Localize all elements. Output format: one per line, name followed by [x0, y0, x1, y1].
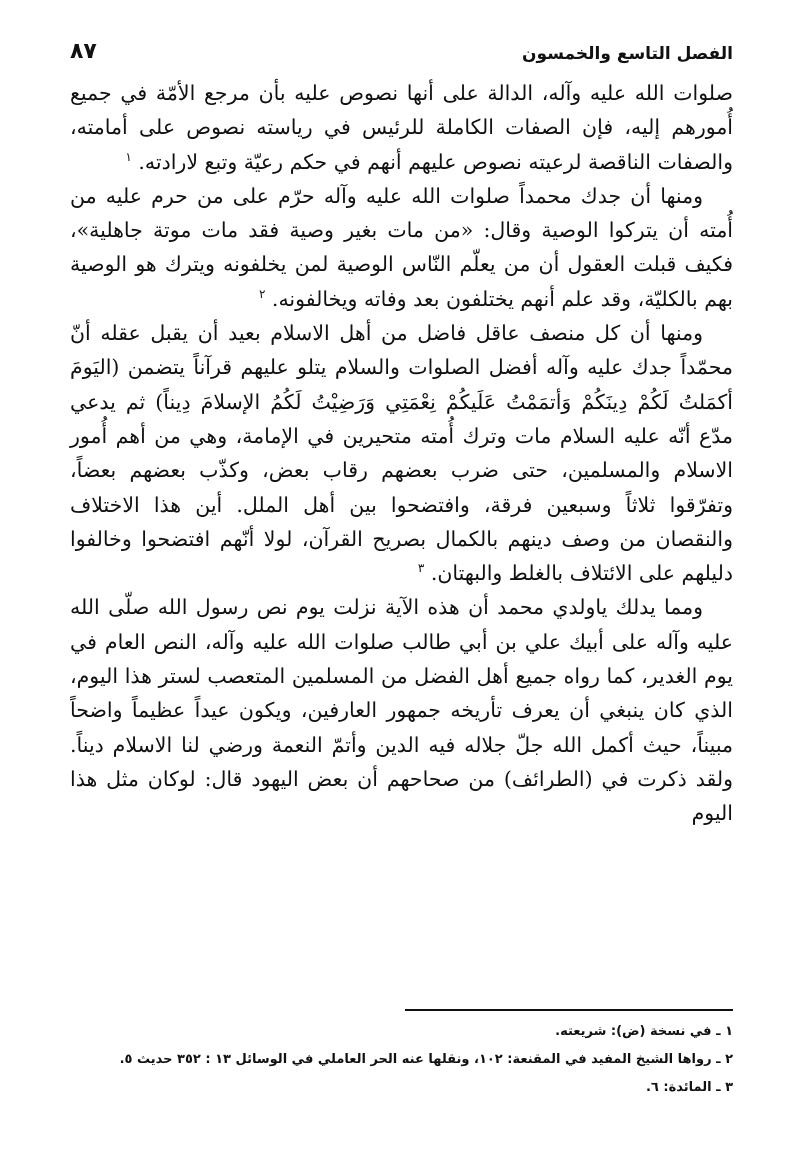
running-head: الفصل التاسع والخمسون [522, 44, 733, 64]
footnotes [70, 1018, 733, 1102]
footnote-2: ٢ ـ رواها الشيخ المفيد في المقنعة: ١٠٢، ونقلها عنه الحر العاملي في الوسائل ١٣ : ٣٥٢ حديث ٥. [119, 1052, 733, 1067]
paragraph-1 [70, 76, 733, 179]
footnote-1: ١ ـ في نسخة (ض): شريعته. [555, 1024, 733, 1039]
paragraph-3-text: ومنها أن كل منصف عاقل فاضل من أهل الاسلام بعيد أن يقبل عقله أنّ محمّداً جدك عليه وآله أفضل الصلوات والسلام يتلو عليهم قرآناً يتضمن (اليَومَ أكمَلتُ لَكُمْ دِينَكُمْ وَأتمَمْتُ عَلَيكُمْ نِعْمَتِي وَرَضِيْتُ لَكُمُ الإسلامَ دِيناً) ثم يدعي مدّع أنّه عليه السلام مات وترك أُمته متحيرين في الإمامة، وهي من أهم أُمور الاسلام والمسلمين، حتى ضرب بعضهم رقاب بعض، وكذّب بعضهم بعضاً، وتفرّقوا ثلاثاً وسبعين فرقة، وافتضحوا بين أهل الملل. أين هذا الاختلاف والنقصان من وصف دينهم بالكمال بصريح القرآن، لولا أنّهم افتضحوا وخالفوا دليلهم على الائتلاف بالغلط والبهتان. [70, 321, 733, 586]
body-text [70, 76, 733, 831]
footnote-ref-2: ٢ [258, 286, 266, 301]
paragraph-2 [70, 179, 733, 316]
footnote-ref-3: ٣ [417, 561, 425, 576]
paragraph-3 [70, 316, 733, 590]
footnote-separator [405, 1009, 733, 1011]
paragraph-1-text: صلوات الله عليه وآله، الدالة على أنها نصوص عليه بأن مرجع الأمّة في جميع أُمورهم إليه، فإن الصفات الكاملة للرئيس في رياسته نصوص على أمامته، والصفات الناقصة لرعيته نصوص عليهم أنهم في حكم رعيّة وتبع لارادته. [70, 81, 733, 174]
paragraph-4-text: ومما يدلك ياولدي محمد أن هذه الآية نزلت يوم نص رسول الله صلّى الله عليه وآله على أبيك علي بن أبي طالب صلوات الله عليه وآله، النص العام في يوم الغدير، كما رواه جميع أهل الفضل من المسلمين المتعصب لستر هذا اليوم، الذي كان ينبغي أن يعرف تأريخه جمهور العارفين، ويكون عيداً عظيماً واضحاً مبيناً، حيث أكمل الله جلّ جلاله فيه الدين وأتمّ النعمة ورضي لنا الاسلام ديناً. ولقد ذكرت في (الطرائف) من صحاحهم أن بعض اليهود قال: لوكان مثل هذا اليوم [70, 595, 733, 826]
page-number: ٨٧ [70, 39, 97, 64]
paragraph-2-text: ومنها أن جدك محمداً صلوات الله عليه وآله حرّم على من حرم عليه من أُمته أن يتركوا الوصية وقال: «من مات بغير وصية فقد مات موتة جاهلية»، فكيف قبلت العقول أن من يعلّم النّاس الوصية لمن يخلفونه ويترك هو الوصية بهم بالكليّة، وقد علم أنهم يختلفون بعد وفاته ويخالفونه. [70, 183, 733, 311]
footnote-ref-1: ١ [125, 149, 132, 164]
footnote-3: ٣ ـ المائدة: ٦. [645, 1080, 733, 1095]
paragraph-4 [70, 590, 733, 830]
page-header [70, 26, 733, 64]
